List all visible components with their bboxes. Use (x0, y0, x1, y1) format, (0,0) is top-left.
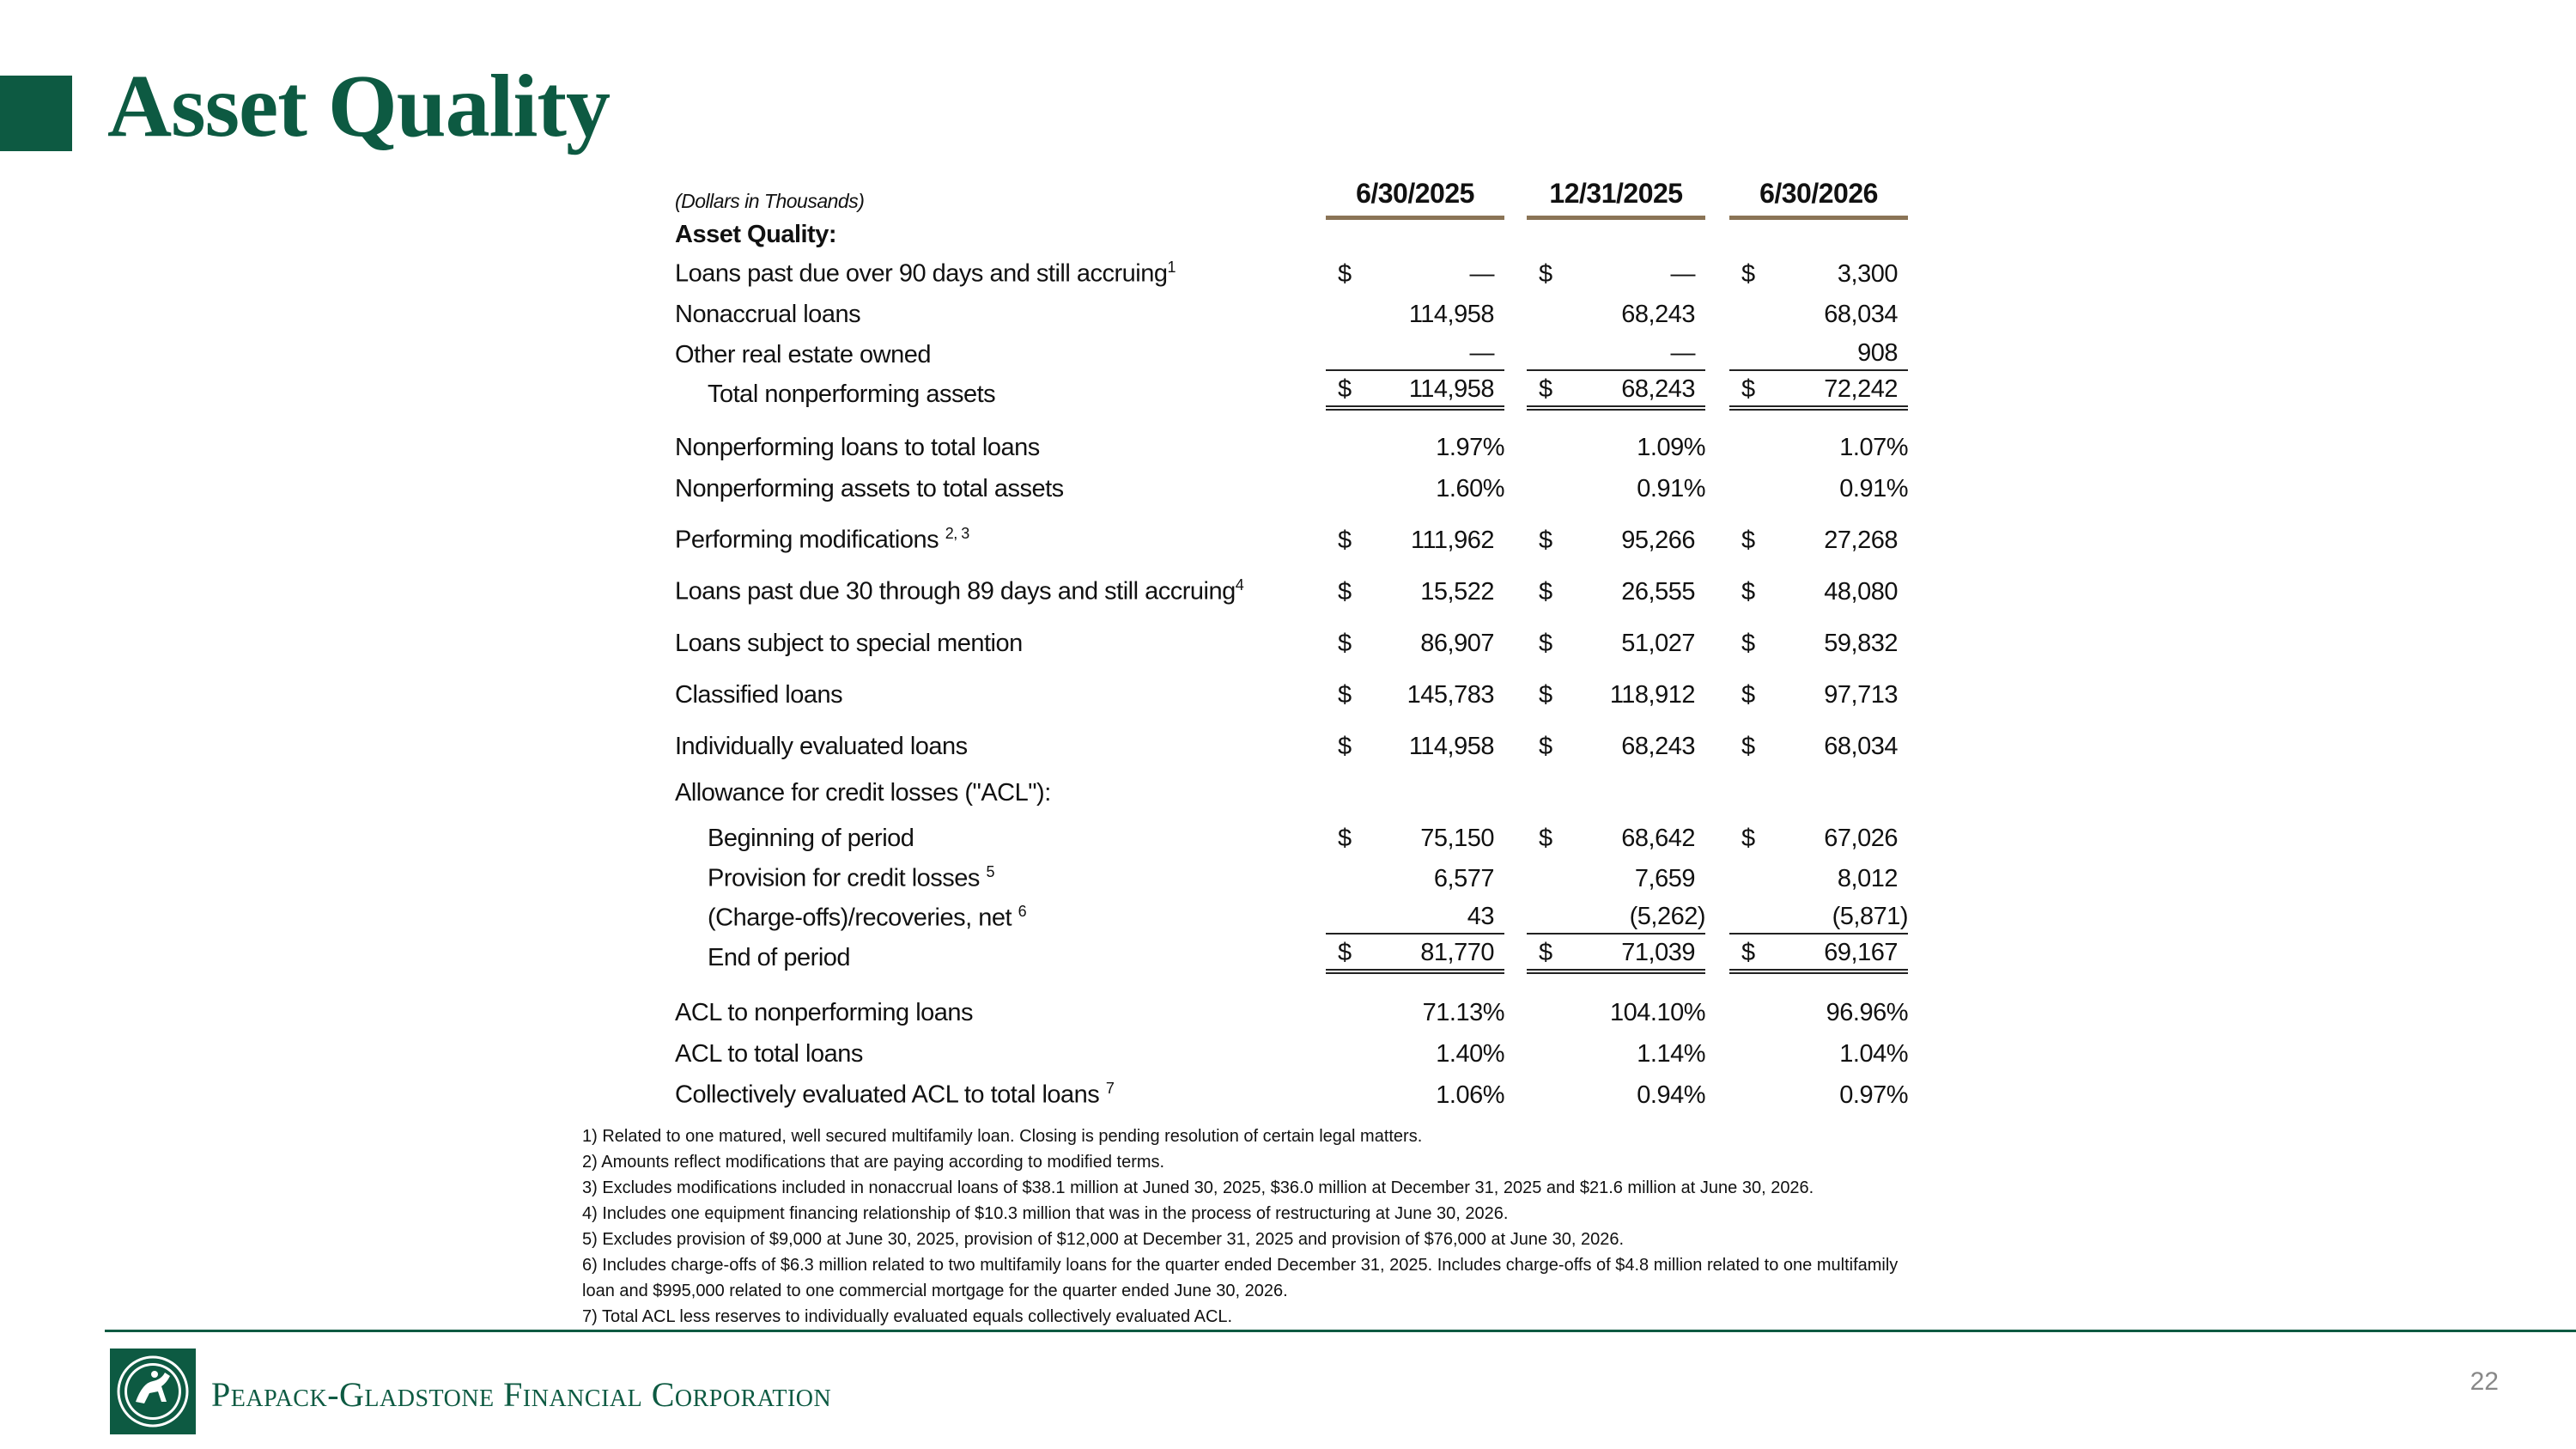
table-row-total: End of period $ 81,770 $ 71,039 $ 69,167 (670, 938, 1915, 976)
row-label: Other real estate owned (675, 341, 932, 368)
row-label: Nonaccrual loans (675, 301, 861, 328)
footer-divider (105, 1330, 2576, 1332)
page-number: 22 (2470, 1367, 2499, 1396)
footnote: 5) Excludes provision of $9,000 at June 30, 2025, provision of $12,000 at December 31, 2025 and provision of $76,000 at June 30, 2026. (582, 1230, 1625, 1249)
row-label: Individually evaluated loans (675, 733, 968, 760)
row-label: ACL to nonperforming loans (675, 999, 974, 1026)
table-row: Nonaccrual loans 114,958 68,243 68,034 (675, 301, 1898, 328)
title-accent-square (0, 76, 72, 151)
row-label: Beginning of period (708, 825, 914, 852)
table-row: Beginning of period $ 75,150 $ 68,642 $ 67,026 (708, 825, 1898, 852)
row-label: Classified loans (675, 681, 843, 709)
row-label: Loans past due 30 through 89 days and still accruing$^4$ (675, 576, 1244, 606)
row-label: Provision for credit losses $^5$ (708, 863, 994, 892)
row-label: (Charge-offs)/recoveries, net $^6$ (708, 903, 1027, 932)
row-label: End of period (708, 944, 851, 971)
row-label: Loans past due over 90 days and still accruing$^1$ (675, 259, 1176, 288)
table-row: ACL to nonperforming loans 71.13% 104.10% 96.96% (675, 999, 1908, 1026)
column-header-1: 6/30/2025 (1326, 180, 1504, 215)
row-label: Loans subject to special mention (675, 630, 1023, 657)
footnote: 2) Amounts reflect modifications that are paying according to modified terms. (582, 1153, 1165, 1172)
row-label: Allowance for credit losses ("ACL"): (675, 779, 1051, 807)
table-row: Provision for credit losses $^5$ 6,577 7,659 8,012 (708, 863, 1898, 892)
table-row: Other real estate owned — — 908 (670, 335, 1915, 373)
table-row-heading (670, 773, 1915, 811)
company-logo-icon (110, 1349, 196, 1434)
row-label: Nonperforming assets to total assets (675, 475, 1064, 502)
column-header-2: 12/31/2025 (1527, 180, 1705, 215)
table-row: Nonperforming loans to total loans 1.97% 1.09% 1.07% (675, 434, 1908, 461)
row-label: Performing modifications $^{2, 3}$ (675, 525, 969, 554)
table-row: Loans past due 30 through 89 days and still accruing$^4$ $ 15,522 $ 26,555 $ 48,080 (675, 576, 1898, 606)
row-label: Total nonperforming assets (708, 381, 996, 408)
row-label: ACL to total loans (675, 1040, 863, 1068)
footnote: 3) Excludes modifications included in nonaccrual loans of $38.1 million at Juned 30, 2025, $36.0 million at December 31, 2025 and $21.6 million at June 30, 2026. (582, 1178, 1814, 1197)
table-row: Collectively evaluated ACL to total loans $^7$ 1.06% 0.94% 0.97% (675, 1080, 1908, 1109)
table-row: (Charge-offs)/recoveries, net $^6$ 43 (5,262) (5,871) (670, 898, 1915, 936)
table-row: Loans past due over 90 days and still accruing$^1$ $ — $ — $ 3,300 (675, 259, 1898, 288)
footnotes (582, 1123, 2300, 1330)
footnote: 6) Includes charge-offs of $6.3 million related to two multifamily loans for the quarter ended December 31, 2025. Includes charge-offs of $4.8 million related to one multifamily (582, 1256, 1899, 1275)
section-heading: Asset Quality: (675, 221, 836, 248)
table-row: Individually evaluated loans $ 114,958 $ 68,243 $ 68,034 (675, 733, 1898, 760)
company-name: Peapack-Gladstone Financial Corporation (211, 1375, 832, 1414)
table-header-row (670, 179, 1915, 216)
table-row: Loans subject to special mention $ 86,907 $ 51,027 $ 59,832 (675, 630, 1898, 657)
table-row-total: Total nonperforming assets $ 114,958 $ 68,243 $ 72,242 (670, 374, 1915, 412)
table-row: Nonperforming assets to total assets 1.60% 0.91% 0.91% (675, 475, 1908, 502)
section-heading-row (670, 215, 1915, 253)
row-label: Collectively evaluated ACL to total loans $^7$ (675, 1080, 1115, 1109)
page-title: Asset Quality (107, 57, 610, 155)
table-row: Performing modifications $^{2, 3}$ $ 111,962 $ 95,266 $ 27,268 (675, 525, 1898, 554)
table-row: ACL to total loans 1.40% 1.14% 1.04% (675, 1040, 1908, 1068)
footnote: 1) Related to one matured, well secured multifamily loan. Closing is pending resolution of certain legal matters. (582, 1127, 1423, 1146)
footnote: 4) Includes one equipment financing relationship of $10.3 million that was in the process of restructuring at June 30, 2026. (582, 1204, 1509, 1223)
footnote: loan and $995,000 related to one commercial mortgage for the quarter ended June 30, 2026. (582, 1282, 1288, 1300)
units-note: (Dollars in Thousands) (675, 190, 865, 212)
table-row: Classified loans $ 145,783 $ 118,912 $ 97,713 (675, 681, 1898, 709)
column-header-3: 6/30/2026 (1729, 180, 1908, 215)
row-label: Nonperforming loans to total loans (675, 434, 1040, 461)
footnote: 7) Total ACL less reserves to individually evaluated equals collectively evaluated ACL. (582, 1307, 1233, 1326)
